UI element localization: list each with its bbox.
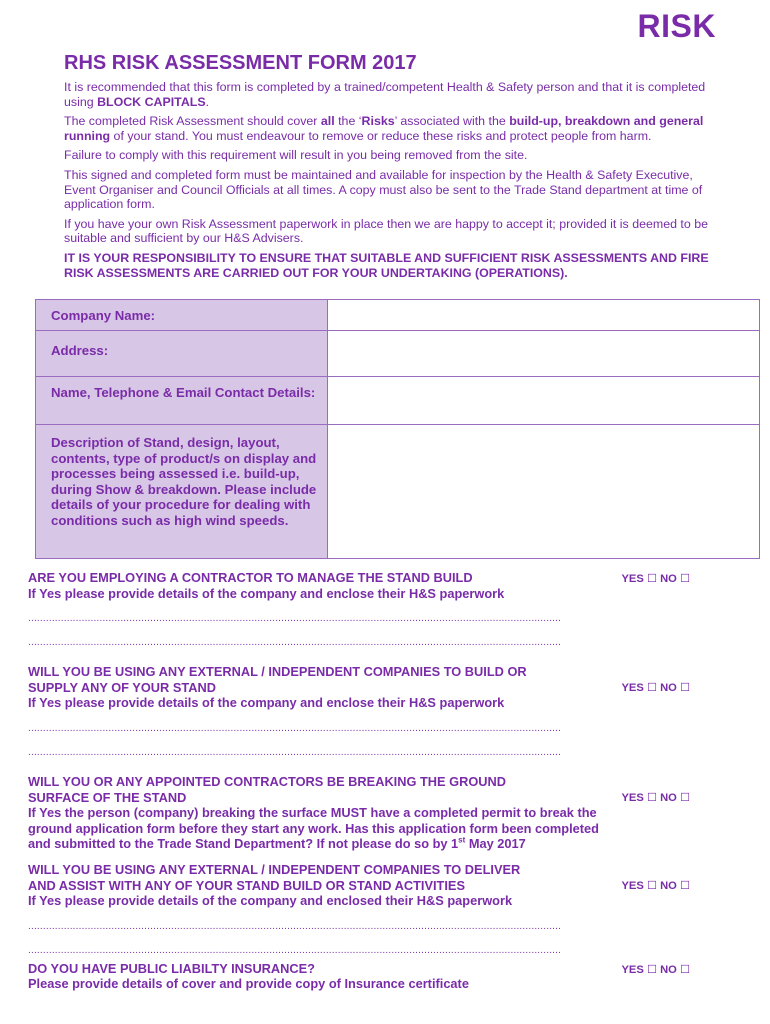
address-row	[36, 331, 760, 377]
contact-details-field[interactable]	[328, 377, 760, 425]
question-instruction: If Yes please provide details of the company and enclose their H&S paperwork	[28, 695, 505, 711]
question-insurance	[28, 961, 728, 992]
intro-emphasis: all	[320, 114, 335, 129]
intro-paragraph-2	[64, 114, 716, 143]
responsibility-warning: IT IS YOUR RESPONSIBILITY TO ENSURE THAT SUITABLE AND SUFFICIENT RISK ASSESSMENTS AND FIRE RISK ASSESSMENTS ARE CARRIED OUT FOR YOUR UNDERTAKING (OPERATIONS).	[64, 250, 709, 280]
contact-row	[36, 377, 760, 425]
intro-text: ’ associated with the	[394, 114, 510, 129]
no-label: NO	[660, 791, 677, 804]
yes-no-options	[621, 879, 690, 895]
intro-text: It is recommended that this form is completed by a trained/competent Health & Safety person and that it is completed using	[64, 80, 706, 109]
intro-emphasis: BLOCK CAPITALS	[97, 94, 206, 109]
question-text: SUPPLY ANY OF YOUR STAND	[28, 679, 216, 695]
yes-checkbox[interactable]: ☐	[646, 963, 657, 976]
question-external-build	[28, 664, 728, 711]
answer-line[interactable]: ...................................................................................................................................................................................	[28, 722, 562, 734]
yes-label: YES	[621, 963, 644, 976]
field-label-contact: Name, Telephone & Email Contact Details:	[36, 377, 328, 425]
yes-no-options	[621, 681, 690, 697]
question-text: ARE YOU EMPLOYING A CONTRACTOR TO MANAGE THE STAND BUILD	[28, 570, 473, 585]
yes-label: YES	[621, 573, 644, 585]
question-text: WILL YOU OR ANY APPOINTED CONTRACTORS BE BREAKING THE GROUND	[28, 773, 507, 789]
question-text: DO YOU HAVE PUBLIC LIABILTY INSURANCE?	[28, 960, 315, 976]
description-row	[36, 425, 760, 559]
intro-emphasis: Risks	[361, 114, 395, 129]
yes-checkbox[interactable]: ☐	[646, 879, 657, 892]
intro-section	[64, 80, 716, 285]
field-label-address: Address:	[36, 331, 328, 377]
intro-emphasis: build-up, breakdown and general running	[64, 114, 704, 143]
yes-label: YES	[621, 682, 644, 695]
question-text: AND ASSIST WITH ANY OF YOUR STAND BUILD OR STAND ACTIVITIES	[28, 877, 465, 893]
yes-checkbox[interactable]: ☐	[646, 682, 657, 695]
yes-label: YES	[621, 879, 644, 892]
no-checkbox[interactable]: ☐	[679, 791, 690, 804]
question-text: SURFACE OF THE STAND	[28, 789, 187, 805]
stand-description-field[interactable]	[328, 425, 760, 559]
answer-line[interactable]: ...................................................................................................................................................................................	[28, 920, 562, 932]
question-instruction: If Yes please provide details of the company and enclose their H&S paperwork	[28, 585, 505, 601]
intro-paragraph-3: Failure to comply with this requirement will result in you being removed from the site.	[64, 148, 528, 163]
no-label: NO	[660, 682, 677, 695]
intro-text: The completed Risk Assessment should cover	[64, 114, 321, 129]
yes-no-options	[621, 963, 690, 979]
no-checkbox[interactable]: ☐	[679, 963, 690, 976]
instruction-text: May 2017	[465, 836, 526, 852]
no-label: NO	[660, 573, 677, 585]
no-checkbox[interactable]: ☐	[679, 573, 690, 585]
question-text: WILL YOU BE USING ANY EXTERNAL / INDEPENDENT COMPANIES TO BUILD OR	[28, 664, 527, 680]
yes-checkbox[interactable]: ☐	[646, 791, 657, 804]
intro-paragraph-1	[64, 80, 716, 109]
company-name-row	[36, 300, 760, 331]
questions-section	[28, 570, 728, 992]
no-checkbox[interactable]: ☐	[679, 682, 690, 695]
field-label-description: Description of Stand, design, layout, contents, type of product/s on display and processes being assessed i.e. build-up, during Show & breakdown. Please include details of your procedure for dealing with conditions such as high wind speeds.	[36, 425, 328, 559]
yes-no-options	[621, 791, 690, 807]
yes-label: YES	[621, 791, 644, 804]
question-breaking-ground	[28, 774, 728, 852]
answer-line[interactable]: ...................................................................................................................................................................................	[28, 746, 562, 758]
answer-line[interactable]: ...................................................................................................................................................................................	[28, 613, 562, 625]
question-external-deliver	[28, 862, 728, 909]
answer-line[interactable]: ...................................................................................................................................................................................	[28, 637, 562, 649]
yes-checkbox[interactable]: ☐	[646, 573, 657, 585]
intro-text: of your stand. You must endeavour to remove or reduce these risks and protect people from harm.	[110, 128, 652, 143]
question-instruction: ground application form before they start any work. Has this application form been completed	[28, 820, 599, 836]
field-label-company-name: Company Name:	[36, 300, 328, 331]
ordinal-suffix: st	[458, 836, 466, 846]
details-table	[35, 299, 760, 559]
answer-line[interactable]: ...................................................................................................................................................................................	[28, 944, 562, 956]
page-title: RHS RISK ASSESSMENT FORM 2017	[64, 52, 417, 74]
yes-no-options	[621, 572, 690, 588]
intro-paragraph-5: If you have your own Risk Assessment paperwork in place then we are happy to accept it; provided it is deemed to be suitable and sufficient by our H&S Advisers.	[64, 216, 708, 246]
no-checkbox[interactable]: ☐	[679, 879, 690, 892]
intro-text: .	[205, 94, 210, 109]
no-label: NO	[660, 963, 677, 976]
corner-label: RISK	[637, 8, 716, 44]
no-label: NO	[660, 879, 677, 892]
intro-text: the ‘	[334, 114, 362, 129]
question-instruction	[28, 836, 678, 852]
company-name-field[interactable]	[328, 300, 760, 331]
intro-paragraph-4: This signed and completed form must be maintained and available for inspection by the Health & Safety Executive, Event Organiser and Council Officials at all times. A copy must also be sent to the Trade Stand department at time of application form.	[64, 167, 703, 212]
question-text: WILL YOU BE USING ANY EXTERNAL / INDEPENDENT COMPANIES TO DELIVER	[28, 861, 521, 877]
question-instruction: Please provide details of cover and provide copy of Insurance certificate	[28, 976, 469, 992]
question-contractor	[28, 570, 728, 601]
question-instruction: If Yes the person (company) breaking the surface MUST have a completed permit to break the	[28, 805, 597, 821]
address-field[interactable]	[328, 331, 760, 377]
question-instruction: If Yes please provide details of the company and enclosed their H&S paperwork	[28, 893, 513, 909]
instruction-text: and submitted to the Trade Stand Department? If not please do so by 1	[28, 836, 459, 852]
